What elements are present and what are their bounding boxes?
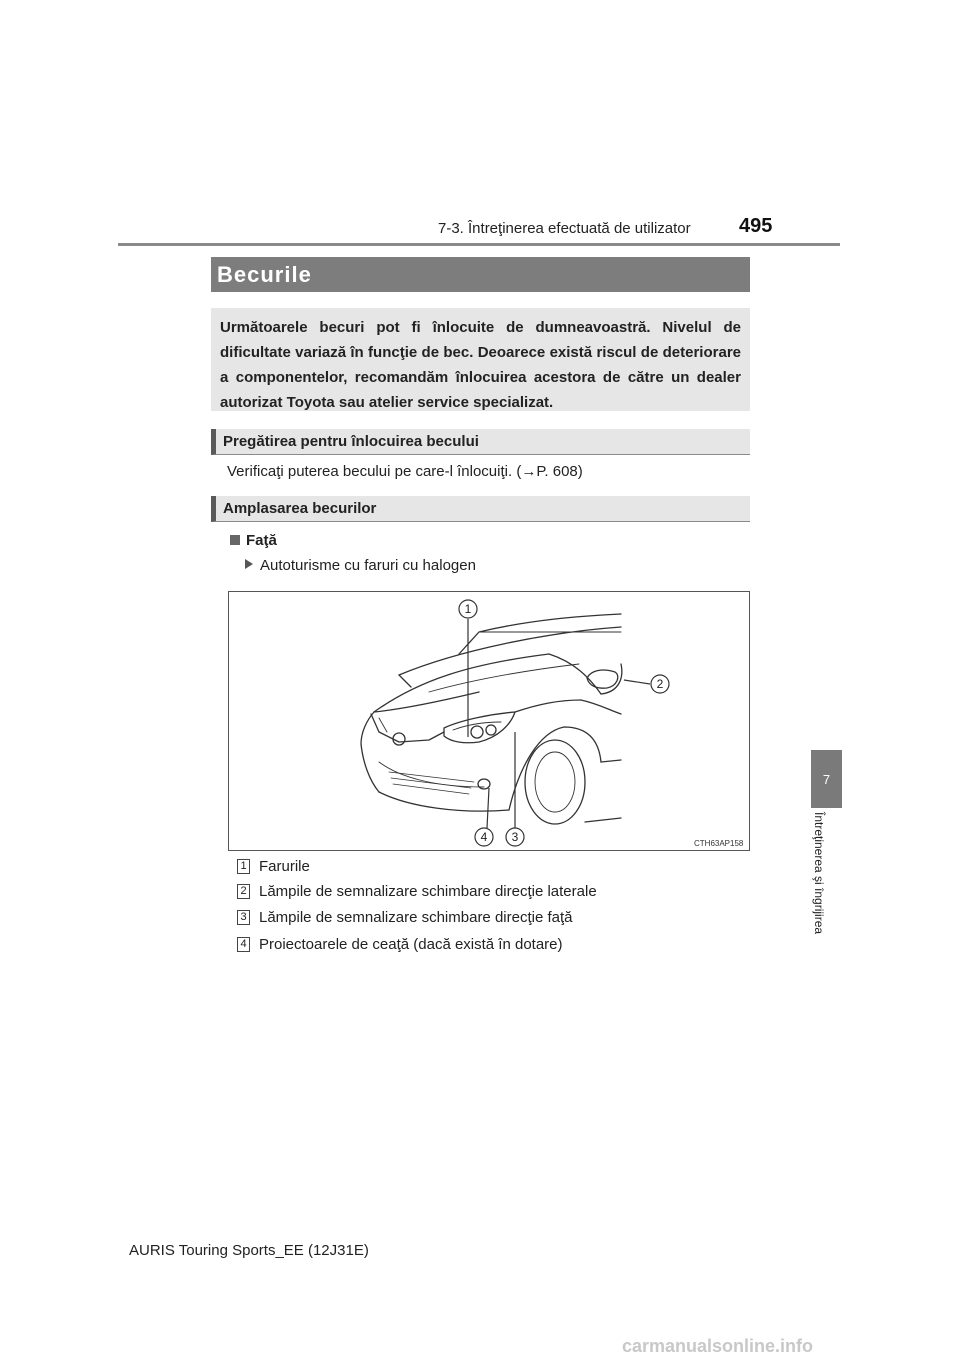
legend-label: Lămpile de semnalizare schimbare direcţie faţă: [259, 908, 573, 926]
legend-label: Farurile: [259, 857, 310, 875]
watermark: carmanualsonline.info: [622, 1336, 814, 1356]
bullet-halogen: [245, 557, 476, 574]
chapter-label-text: Întreţinerea şi îngrijirea: [812, 812, 826, 935]
car-illustration: [228, 591, 750, 851]
chapter-tab: 7: [811, 750, 842, 808]
legend-item: [237, 934, 563, 954]
header-rule: [118, 243, 840, 246]
callout-3: 3: [511, 830, 519, 844]
bullet-text: Autoturisme cu faruri cu halogen: [260, 557, 476, 574]
legend-number: 1: [237, 859, 250, 874]
square-bullet-icon: [230, 535, 240, 545]
legend-label: Lămpile de semnalizare schimbare direcţie laterale: [259, 882, 597, 900]
footer-model: AURIS Touring Sports_EE (12J31E): [129, 1242, 369, 1259]
legend-number: 4: [237, 937, 250, 952]
callout-1: 1: [464, 602, 472, 616]
triangle-bullet-icon: [245, 559, 253, 569]
legend-number: 2: [237, 884, 250, 899]
page-number: 495: [739, 215, 773, 237]
callout-4: 4: [480, 830, 488, 844]
legend-item: [237, 856, 310, 876]
callout-2: 2: [656, 677, 664, 691]
car-drawing: [229, 592, 750, 851]
page-title: Becurile: [211, 257, 750, 292]
preparation-text: Verificaţi puterea becului pe care-l înlocuiţi. (→P. 608): [227, 463, 583, 480]
intro-box: Următoarele becuri pot fi înlocuite de dumneavoastră. Nivelul de dificultate variază în funcţie de bec. Deoarece există riscul de deteriorare a componentelor, recomandăm înlocuirea acestora de către un dealer autorizat Toyota sau atelier service specializat.: [211, 308, 750, 411]
subheading-text: Faţă: [246, 532, 277, 549]
section-heading-preparation: Pregătirea pentru înlocuirea becului: [211, 429, 750, 455]
subheading-front: [230, 532, 277, 549]
section-heading-location: Amplasarea becurilor: [211, 496, 750, 522]
legend-item: [237, 881, 597, 901]
legend-label: Proiectoarele de ceaţă (dacă există în dotare): [259, 935, 563, 953]
figure-code: CTH63AP158: [694, 839, 744, 848]
legend-number: 3: [237, 910, 250, 925]
legend-item: [237, 907, 572, 927]
section-header: 7-3. Întreţinerea efectuată de utilizator: [438, 220, 691, 237]
